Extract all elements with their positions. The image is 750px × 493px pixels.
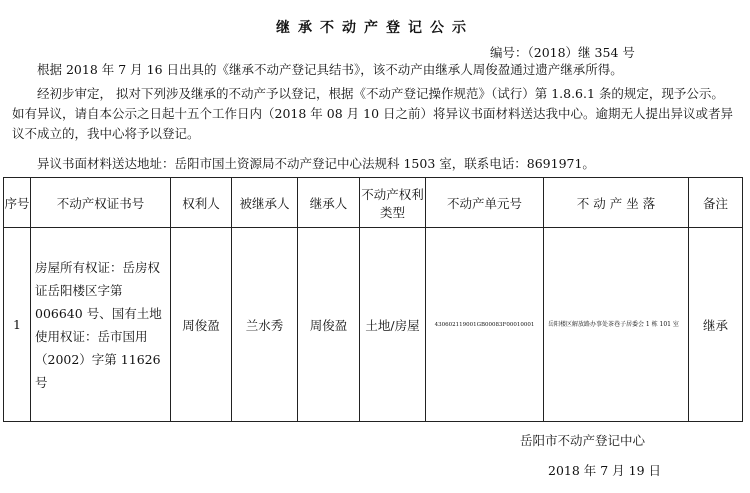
cell-cert: 房屋所有权证：岳房权证岳阳楼区字第 006640 号、国有土地使用权证：岳市国用（2002）字第 11626 号 <box>31 228 171 422</box>
header-unit-no: 不动产单元号 <box>426 178 544 228</box>
header-location: 不 动 产 坐 落 <box>544 178 689 228</box>
header-no: 序号 <box>4 178 31 228</box>
paragraph-address: 异议书面材料送达地址：岳阳市国土资源局不动产登记中心法规科 1503 室，联系电话：8691971。 <box>37 156 595 171</box>
cell-location: 岳阳楼区解放路办事处茶巷子居委会 1 栋 101 室 <box>544 228 689 422</box>
issue-date: 2018 年 7 月 19 日 <box>548 463 662 478</box>
table-header-row <box>4 178 743 228</box>
table-row <box>4 228 743 422</box>
paragraph-basis: 根据 2018 年 7 月 16 日出具的《继承不动产登记具结书》，该不动产由继承人周俊盈通过遗产继承所得。 <box>37 62 623 77</box>
header-remark: 备注 <box>689 178 743 228</box>
cell-right-type: 土地/房屋 <box>360 228 426 422</box>
cell-owner: 周俊盈 <box>171 228 232 422</box>
page-title: 继承不动产登记公示 <box>276 20 474 36</box>
document-number: 编号：（2018）继 354 号 <box>490 45 635 60</box>
cell-no: 1 <box>4 228 31 422</box>
header-decedent: 被继承人 <box>232 178 298 228</box>
header-heir: 继承人 <box>298 178 360 228</box>
header-owner: 权利人 <box>171 178 232 228</box>
header-cert: 不动产权证书号 <box>31 178 171 228</box>
issuing-organization: 岳阳市不动产登记中心 <box>520 433 646 448</box>
cell-remark: 继承 <box>689 228 743 422</box>
publicity-table <box>3 177 743 422</box>
header-right-type: 不动产权利类型 <box>360 178 426 228</box>
cell-unit-no: 430602119001GB00083F00010001 <box>426 228 544 422</box>
paragraph-notice: 经初步审定， 拟对下列涉及继承的不动产予以登记，根据《不动产登记操作规范》（试行）第 1.8.6.1 条的规定，现予公示。如有异议，请自本公示之日起十五个工作日内（2018 年 08 月 10 日之前）将异议书面材料送达我中心。逾期无人提出异议或者异议不成立的，我中心将予以登记。 <box>12 86 733 141</box>
cell-heir: 周俊盈 <box>298 228 360 422</box>
cell-decedent: 兰水秀 <box>232 228 298 422</box>
